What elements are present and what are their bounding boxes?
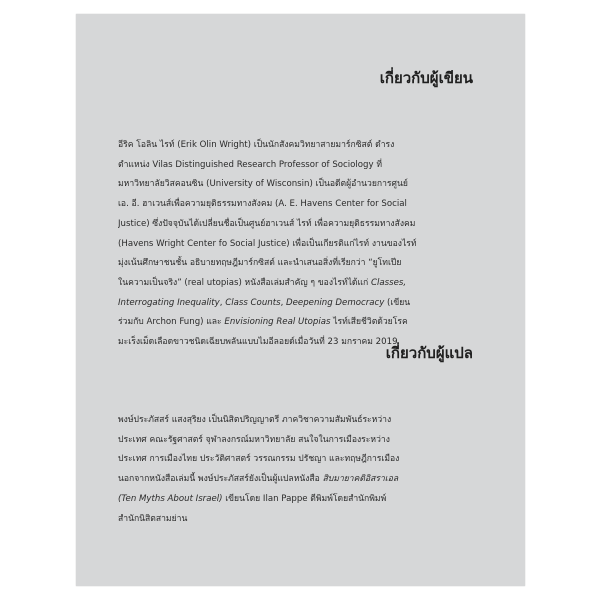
text-segment: เขียนโดย Ilan Pappe ตีพิมพ์โดยสำนักพิมพ์ bbox=[222, 493, 387, 504]
text-segment: เอ. อี. ฮาเวนส์เพื่อความยุติธรรมทางสังคม (A. E. Havens Center for Social bbox=[118, 199, 407, 210]
italic-title: Deepening Democracy bbox=[286, 297, 385, 308]
text-line bbox=[118, 274, 493, 294]
text-line bbox=[118, 136, 493, 156]
italic-title: สิบมายาคติอิสราเอล bbox=[322, 474, 399, 485]
book-page bbox=[76, 14, 525, 586]
text-segment: ตำแหน่ง Vilas Distinguished Research Professor of Sociology ที่ bbox=[118, 159, 382, 170]
text-segment: มะเร็งเม็ดเลือดขาวชนิดเฉียบพลันแบบไมอีลอยด์เมื่อวันที่ 23 มกราคม 2019 bbox=[118, 337, 398, 348]
text-segment: , bbox=[219, 297, 226, 308]
text-line bbox=[118, 313, 493, 333]
text-segment: ประเทศ การเมืองไทย ประวัติศาสตร์ วรรณกรรม ปรัชญา และทฤษฎีการเมือง bbox=[118, 454, 400, 465]
text-line bbox=[118, 490, 493, 510]
text-segment: , bbox=[280, 297, 287, 308]
text-line bbox=[118, 294, 493, 314]
text-segment: ร่วมกับ Archon Fung) และ bbox=[118, 317, 225, 328]
text-segment: อีริค โอลิน ไรท์ (Erik Olin Wright) เป็นนักสังคมวิทยาสายมาร์กซิสต์ ดำรง bbox=[118, 140, 395, 150]
text-line bbox=[118, 450, 493, 470]
text-line bbox=[118, 215, 493, 235]
text-segment: มุ่งเน้นศึกษาชนชั้น อธิบายทฤษฎีมาร์กซิสต์ และนำเสนอสิ่งที่เรียกว่า “ยูโทเปีย bbox=[118, 258, 402, 269]
text-segment: ประเทศ คณะรัฐศาสตร์ จุฬาลงกรณ์มหาวิทยาลัย สนใจในการเมืองระหว่าง bbox=[118, 434, 390, 445]
italic-title: (Ten Myths About Israel) bbox=[118, 493, 223, 504]
text-line bbox=[118, 254, 493, 274]
italic-title: Envisioning Real Utopias bbox=[224, 317, 331, 328]
text-segment: (เขียน bbox=[384, 297, 411, 308]
text-segment: สำนักนิสิตสามย่าน bbox=[118, 513, 188, 524]
text-segment: ในความเป็นจริง” (real utopias) หนังสือเล่มสำคัญ ๆ ของไรท์ได้แก่ bbox=[118, 277, 371, 288]
italic-title: Class Counts bbox=[225, 297, 281, 308]
text-line bbox=[118, 156, 493, 176]
text-segment: Justice) ซึ่งปัจจุบันได้เปลี่ยนชื่อเป็นศูนย์ฮาเวนส์ ไรท์ เพื่อความยุติธรรมทางสังคม bbox=[118, 218, 416, 229]
text-line bbox=[118, 411, 493, 431]
section-heading-translator: เกี่ยวกับผู้แปล bbox=[385, 344, 473, 362]
text-segment: (Havens Wright Center fo Social Justice) เพื่อเป็นเกียรติแก่ไรท์ งานของไรท์ bbox=[118, 238, 417, 249]
text-segment: ไรท์เสียชีวิตด้วยโรค bbox=[330, 317, 408, 328]
italic-title: Interrogating Inequality bbox=[118, 297, 220, 308]
author-bio-paragraph bbox=[118, 136, 493, 353]
text-segment: นอกจากหนังสือเล่มนี้ พงษ์ประภัสสร์ยังเป็นผู้แปลหนังสือ bbox=[118, 474, 323, 485]
text-line bbox=[118, 470, 493, 490]
text-line bbox=[118, 235, 493, 255]
text-line bbox=[118, 510, 493, 530]
translator-bio-paragraph bbox=[118, 411, 493, 529]
text-line bbox=[118, 175, 493, 195]
section-heading-author: เกี่ยวกับผู้เขียน bbox=[379, 69, 473, 87]
text-line bbox=[118, 431, 493, 451]
text-line bbox=[118, 195, 493, 215]
italic-title: Classes, bbox=[371, 277, 407, 288]
text-segment: พงษ์ประภัสสร์ แสงสุริยง เป็นนิสิตปริญญาตรี ภาควิชาความสัมพันธ์ระหว่าง bbox=[118, 415, 392, 425]
text-segment: มหาวิทยาลัยวิสคอนซิน (University of Wisconsin) เป็นอดีตผู้อำนวยการศูนย์ bbox=[118, 179, 408, 190]
